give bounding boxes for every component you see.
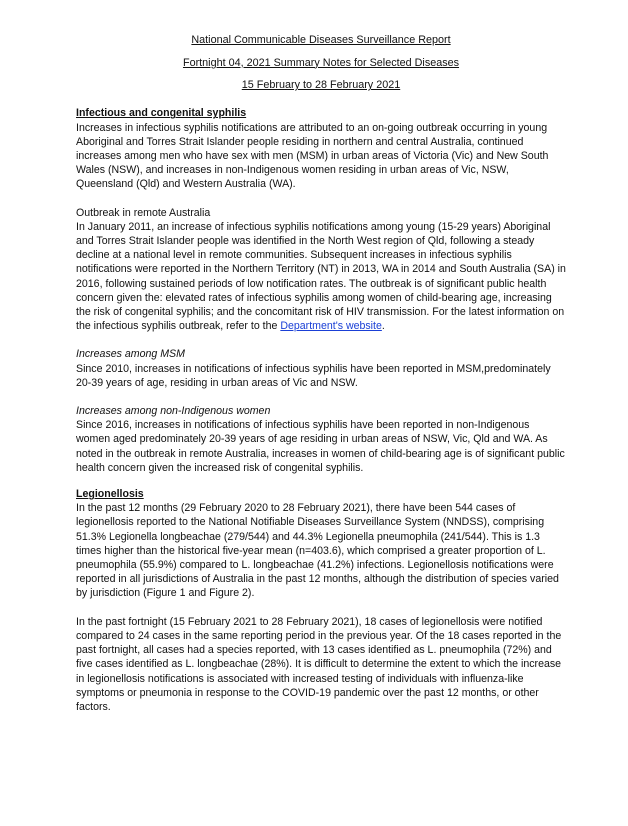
report-title: National Communicable Diseases Surveillance Report — [191, 34, 451, 46]
report-date-range: 15 February to 28 February 2021 — [241, 79, 401, 92]
legionellosis-heading: Legionellosis — [76, 488, 144, 501]
department-website-link[interactable]: Department's website — [280, 320, 382, 333]
women-heading: Increases among non-Indigenous women — [76, 405, 271, 418]
remote-outbreak-heading: Outbreak in remote Australia — [76, 206, 211, 219]
remote-outbreak-end: . — [381, 320, 385, 333]
legionellosis-para-1: In the past 12 months (29 February 2020 to 28 February 2021), there have been 544 cases of legionellosis reported to the National Notifiable Diseases Surveillance System (NNDSS), comprising 51.3% Legionella longbeachae (279/544) and 44.3% Legionella pneumophila (241/544). This is 1.3 times higher than the historical five-year mean (n=403.6), which comprised a greater proportion of L. pneumophila (55.9%) compared to L. longbeachae (41.2%) infections. Legionellosis notifications were reported in all jurisdictions of Australia in the past 12 months, although the distribution of species varied by jurisdiction (Figure 1 and Figure 2). — [76, 502, 559, 600]
women-text: Since 2016, increases in notifications of infectious syphilis have been reported in non-Indigenous women aged predominately 20-39 years of age residing in urban areas of NSW, Vic, Qld and WA. As noted in the outbreak in remote Australia, increases in women of child-bearing age is of significant public health concern given the increased risk of congenital syphilis. — [76, 419, 565, 474]
remote-outbreak-text — [76, 220, 566, 334]
syphilis-heading: Infectious and congenital syphilis — [76, 107, 247, 120]
report-header — [46, 33, 596, 92]
report-subtitle: Fortnight 04, 2021 Summary Notes for Selected Diseases — [182, 56, 460, 69]
msm-heading: Increases among MSM — [76, 348, 185, 361]
legionellosis-para-2: In the past fortnight (15 February 2021 to 28 February 2021), 18 cases of legionellosis were notified compared to 24 cases in the same reporting period in the previous year. Of the 18 cases reported in the past fortnight, all cases had a species reported, with 13 cases identified as L. pneumophila (72%) and five cases identified as L. longbeachae (28%). It is difficult to determine the extent to which the increase in legionellosis notifications is associated with increased testing of individuals with influenza-like symptoms or pneumonia in response to the COVID-19 pandemic over the past 12 months, or other factors. — [76, 615, 562, 713]
remote-outbreak-body: In January 2011, an increase of infectious syphilis notifications among young (15-29 years) Aboriginal and Torres Strait Islander people was identified in the North West region of Qld, following a steady decline at a national level in remote communities. Subsequent increases in infectious syphilis notifications were reported in the Northern Territory (NT) in 2013, WA in 2014 and South Australia (SA) in 2016, following sustained periods of low notification rates. The outbreak is of significant public health concern given the: elevated rates of infectious syphilis among women of child-bearing age, increasing the risk of congenital syphilis; and the concomitant risk of HIV transmission. For the latest information on the infectious syphilis outbreak, refer to the — [76, 220, 566, 333]
msm-text: Since 2010, increases in notifications of infectious syphilis have been reported in MSM,predominately 20-39 years of age, residing in urban areas of Vic and NSW. — [76, 362, 551, 389]
syphilis-intro: Increases in infectious syphilis notifications are attributed to an on-going outbreak occurring in young Aboriginal and Torres Strait Islander people residing in northern and central Australia, continued increases among men who have sex with men (MSM) in urban areas of Victoria (Vic) and New South Wales (NSW), and increases in non-Indigenous women residing in urban areas of Vic, NSW, Queensland (Qld) and Western Australia (WA). — [76, 121, 549, 191]
